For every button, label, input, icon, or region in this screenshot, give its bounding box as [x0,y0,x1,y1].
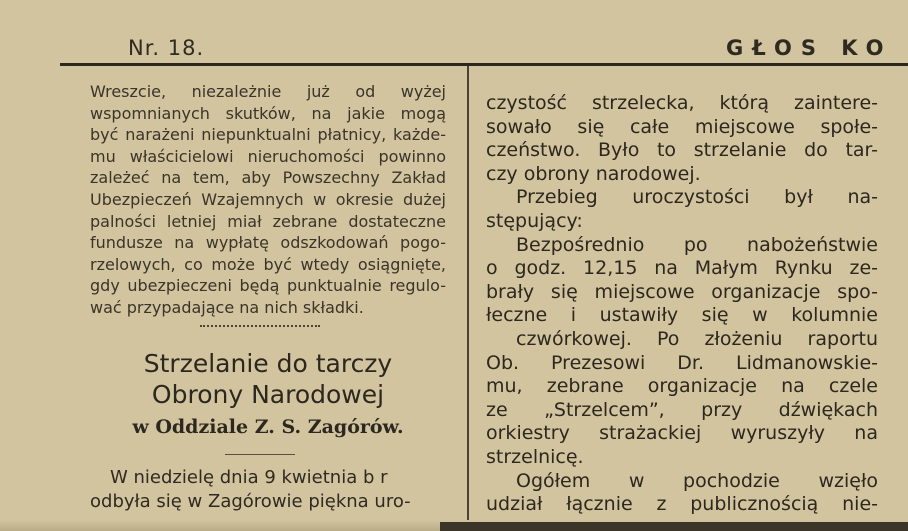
body-line: czwórkowej. Po złożeniu raportu [516,327,878,350]
body-line: Bezpośrednio po nabożeństwie [516,233,878,256]
left-paragraph [90,81,446,319]
body-line: stępujący: [486,209,583,232]
body-line: czystość strzelecka, którą zaintere- [486,92,878,114]
paragraph-line: wspomnianych skutków, na jakie mogą [90,103,446,123]
paragraph-line: palności letniej miał zebrane dostateczne [90,211,446,231]
issue-number: Nr. 18. [128,36,205,60]
paragraph-line: mu właścicielowi nieruchomości powinno [90,146,446,166]
body-line: W niedzielę dnia 9 kwietnia b r [110,467,388,488]
body-line: Ogółem w pochodzie wzięło [516,469,878,492]
article-heading [90,348,446,442]
body-line: czy obrony narodowej. [486,162,701,185]
newspaper-title: GŁOS KO [726,36,893,60]
paragraph-line: wać przypadające na nich składki. [90,297,364,317]
paragraph-line: gdy ubezpieczeni będą punktualnie regulo- [90,276,446,296]
body-line: sowało się całe miejscowe społe- [486,115,878,138]
section-separator [200,325,320,328]
paragraph-line: Ubezpieczeń Wzajemnych w okresie dużej [90,189,446,209]
body-line: odbyła się w Zagórowie piękna uro- [90,490,411,512]
body-line: Ob. Prezesowi Dr. Lidmanowskie- [486,351,878,374]
body-line: orkiestry strażackiej wyruszyły na [486,422,878,445]
header-rule [60,63,908,66]
heading-separator [225,454,295,456]
paragraph-line: Wreszcie, niezależnie już od wyżej [90,82,446,101]
body-line: strzelnicę. [486,445,584,468]
body-line: czeństwo. Było to strzelanie do tar- [486,139,878,162]
body-line: brały się miejscowe organizacje spo- [486,280,878,303]
body-line: łeczne i ustawiły się w kolumnie [486,304,878,327]
article-title-line: Strzelanie do tarczy [143,349,393,378]
paragraph-line: być narażeni niepunktualni płatnicy, każde- [90,125,446,145]
body-line: o godz. 12,15 na Małym Rynku ze- [486,257,878,280]
body-line: mu, zebrane organizacje na czele [486,375,878,398]
body-line: Przebieg uroczystości był na- [516,186,878,209]
article-body-start [90,466,446,513]
paragraph-line: zależeć na tem, aby Powszechny Zakład [90,168,446,188]
bottom-dark-strip [440,522,908,531]
article-title-line: Obrony Narodowej [151,380,385,409]
right-column-text [486,92,878,517]
paragraph-line: fundusze na wypłatę odszkodowań pogo- [90,233,446,253]
body-line: ze „Strzelcem”, przy dźwiękach [486,398,878,421]
column-divider [467,66,469,531]
body-line: udział łącznie z publicznością nie- [486,493,878,516]
article-subtitle: w Oddziale Z. S. Zagórów. [132,416,404,438]
paragraph-line: rzelowych, co może być wtedy osiągnięte, [90,254,446,274]
